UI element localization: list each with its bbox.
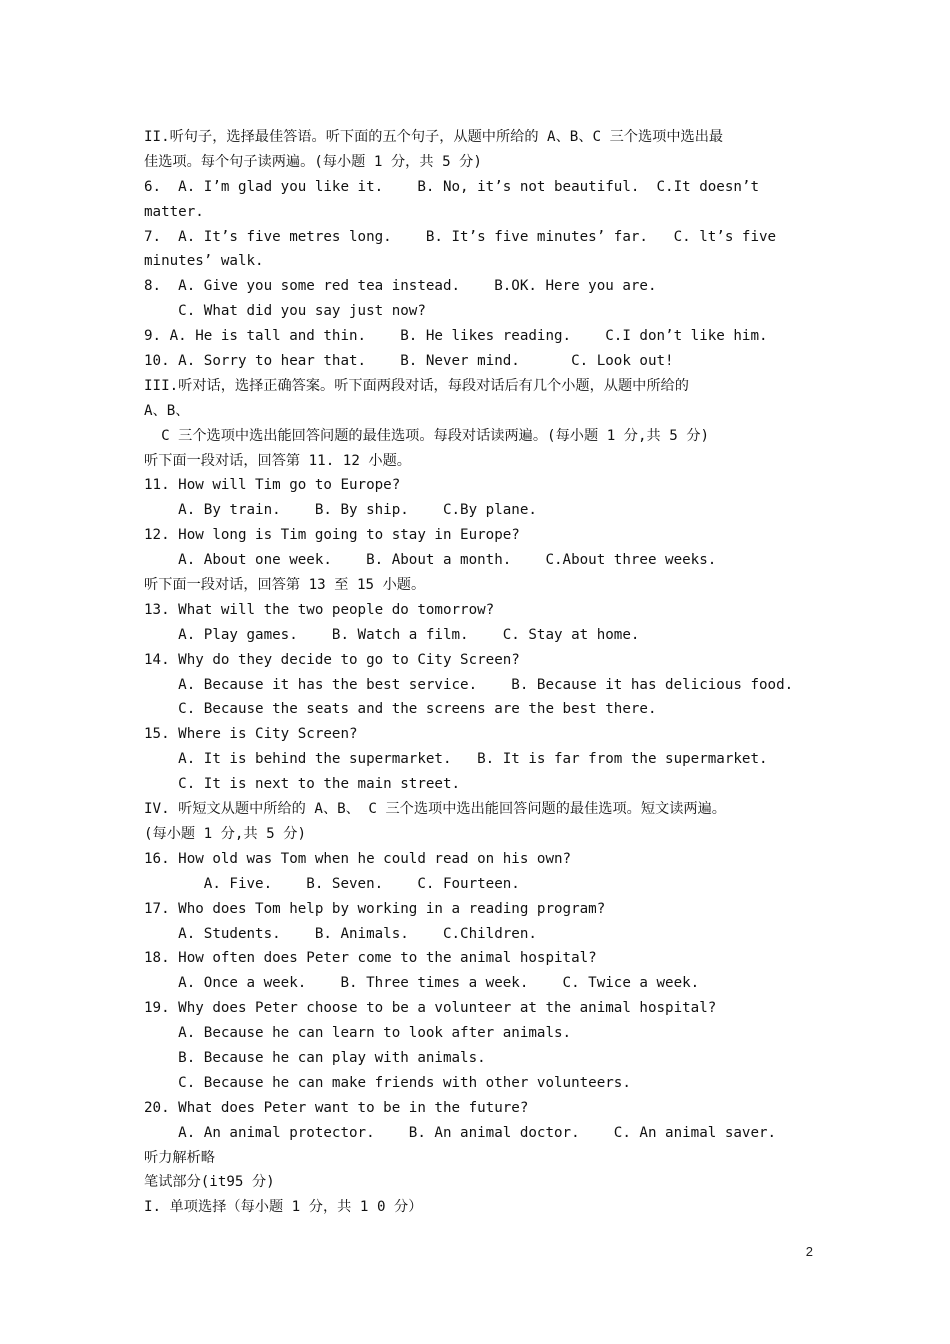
- section-heading: A、B、: [144, 402, 190, 419]
- question-option: A. It is behind the supermarket. B. It is far from the supermarket.: [144, 751, 768, 768]
- question-item: 19. Why does Peter choose to be a volunteer at the animal hospital?: [144, 1000, 717, 1017]
- question-item: 15. Where is City Screen?: [144, 726, 358, 743]
- question-option: A. Once a week. B. Three times a week. C. Twice a week.: [144, 975, 700, 992]
- question-item: 11. How will Tim go to Europe?: [144, 477, 401, 494]
- question-option: C. It is next to the main street.: [144, 776, 461, 793]
- question-item: 17. Who does Tom help by working in a reading program?: [144, 900, 606, 917]
- question-item: 14. Why do they decide to go to City Screen?: [144, 651, 520, 668]
- question-item: 9. A. He is tall and thin. B. He likes reading. C.I don’t like him.: [144, 328, 768, 345]
- question-option: C. What did you say just now?: [144, 303, 426, 320]
- question-item: 7. A. It’s five metres long. B. It’s five minutes’ far. C. lt’s five: [144, 228, 777, 245]
- question-item: 6. A. I’m glad you like it. B. No, it’s not beautiful. C.It doesn’t: [144, 178, 759, 195]
- question-option: A. About one week. B. About a month. C.About three weeks.: [144, 552, 717, 569]
- question-option: A. Because he can learn to look after animals.: [144, 1025, 572, 1042]
- question-item: 12. How long is Tim going to stay in Europe?: [144, 527, 520, 544]
- question-item: matter.: [144, 203, 204, 220]
- document-body: [144, 125, 812, 1220]
- section-heading: 佳选项。每个句子读两遍。(每小题 1 分，共 5 分): [144, 153, 482, 170]
- question-item: 10. A. Sorry to hear that. B. Never mind. C. Look out!: [144, 353, 674, 370]
- section-heading: (每小题 1 分,共 5 分): [144, 825, 306, 842]
- question-option: C. Because the seats and the screens are the best there.: [144, 701, 657, 718]
- question-item: 13. What will the two people do tomorrow?: [144, 601, 495, 618]
- question-item: 16. How old was Tom when he could read on his own?: [144, 850, 572, 867]
- section-heading: IV. 听短文从题中所给的 A、B、 C 三个选项中选出能回答问题的最佳选项。短文读两遍。: [144, 801, 726, 818]
- section-heading: I. 单项选择（每小题 1 分，共 1 0 分）: [144, 1199, 423, 1216]
- question-option: A. An animal protector. B. An animal doctor. C. An animal saver.: [144, 1124, 777, 1141]
- question-item: 8. A. Give you some red tea instead. B.OK. Here you are.: [144, 278, 657, 295]
- question-option: B. Because he can play with animals.: [144, 1049, 486, 1066]
- section-heading: 笔试部分(it95 分): [144, 1174, 275, 1191]
- question-option: A. Play games. B. Watch a film. C. Stay at home.: [144, 626, 640, 643]
- question-item: 18. How often does Peter come to the animal hospital?: [144, 950, 597, 967]
- section-heading: III.听对话，选择正确答案。听下面两段对话，每段对话后有几个小题，从题中所给的: [144, 377, 689, 394]
- instruction-line: 听下面一段对话，回答第 11. 12 小题。: [144, 452, 411, 469]
- section-heading: C 三个选项中选出能回答问题的最佳选项。每段对话读两遍。(每小题 1 分,共 5 分): [144, 427, 710, 444]
- instruction-line: 听下面一段对话，回答第 13 至 15 小题。: [144, 577, 426, 594]
- question-option: A. By train. B. By ship. C.By plane.: [144, 502, 537, 519]
- question-item: minutes’ walk.: [144, 253, 264, 270]
- section-heading: II.听句子，选择最佳答语。听下面的五个句子，从题中所给的 A、B、C 三个选项中选出最: [144, 129, 724, 145]
- question-option: A. Because it has the best service. B. Because it has delicious food.: [144, 676, 794, 693]
- question-option: A. Five. B. Seven. C. Fourteen.: [144, 875, 520, 892]
- question-option: C. Because he can make friends with other volunteers.: [144, 1074, 631, 1091]
- question-item: 20. What does Peter want to be in the future?: [144, 1099, 529, 1116]
- page-number: 2: [805, 1244, 813, 1259]
- question-option: A. Students. B. Animals. C.Children.: [144, 925, 537, 942]
- note-line: 听力解析略: [144, 1149, 215, 1166]
